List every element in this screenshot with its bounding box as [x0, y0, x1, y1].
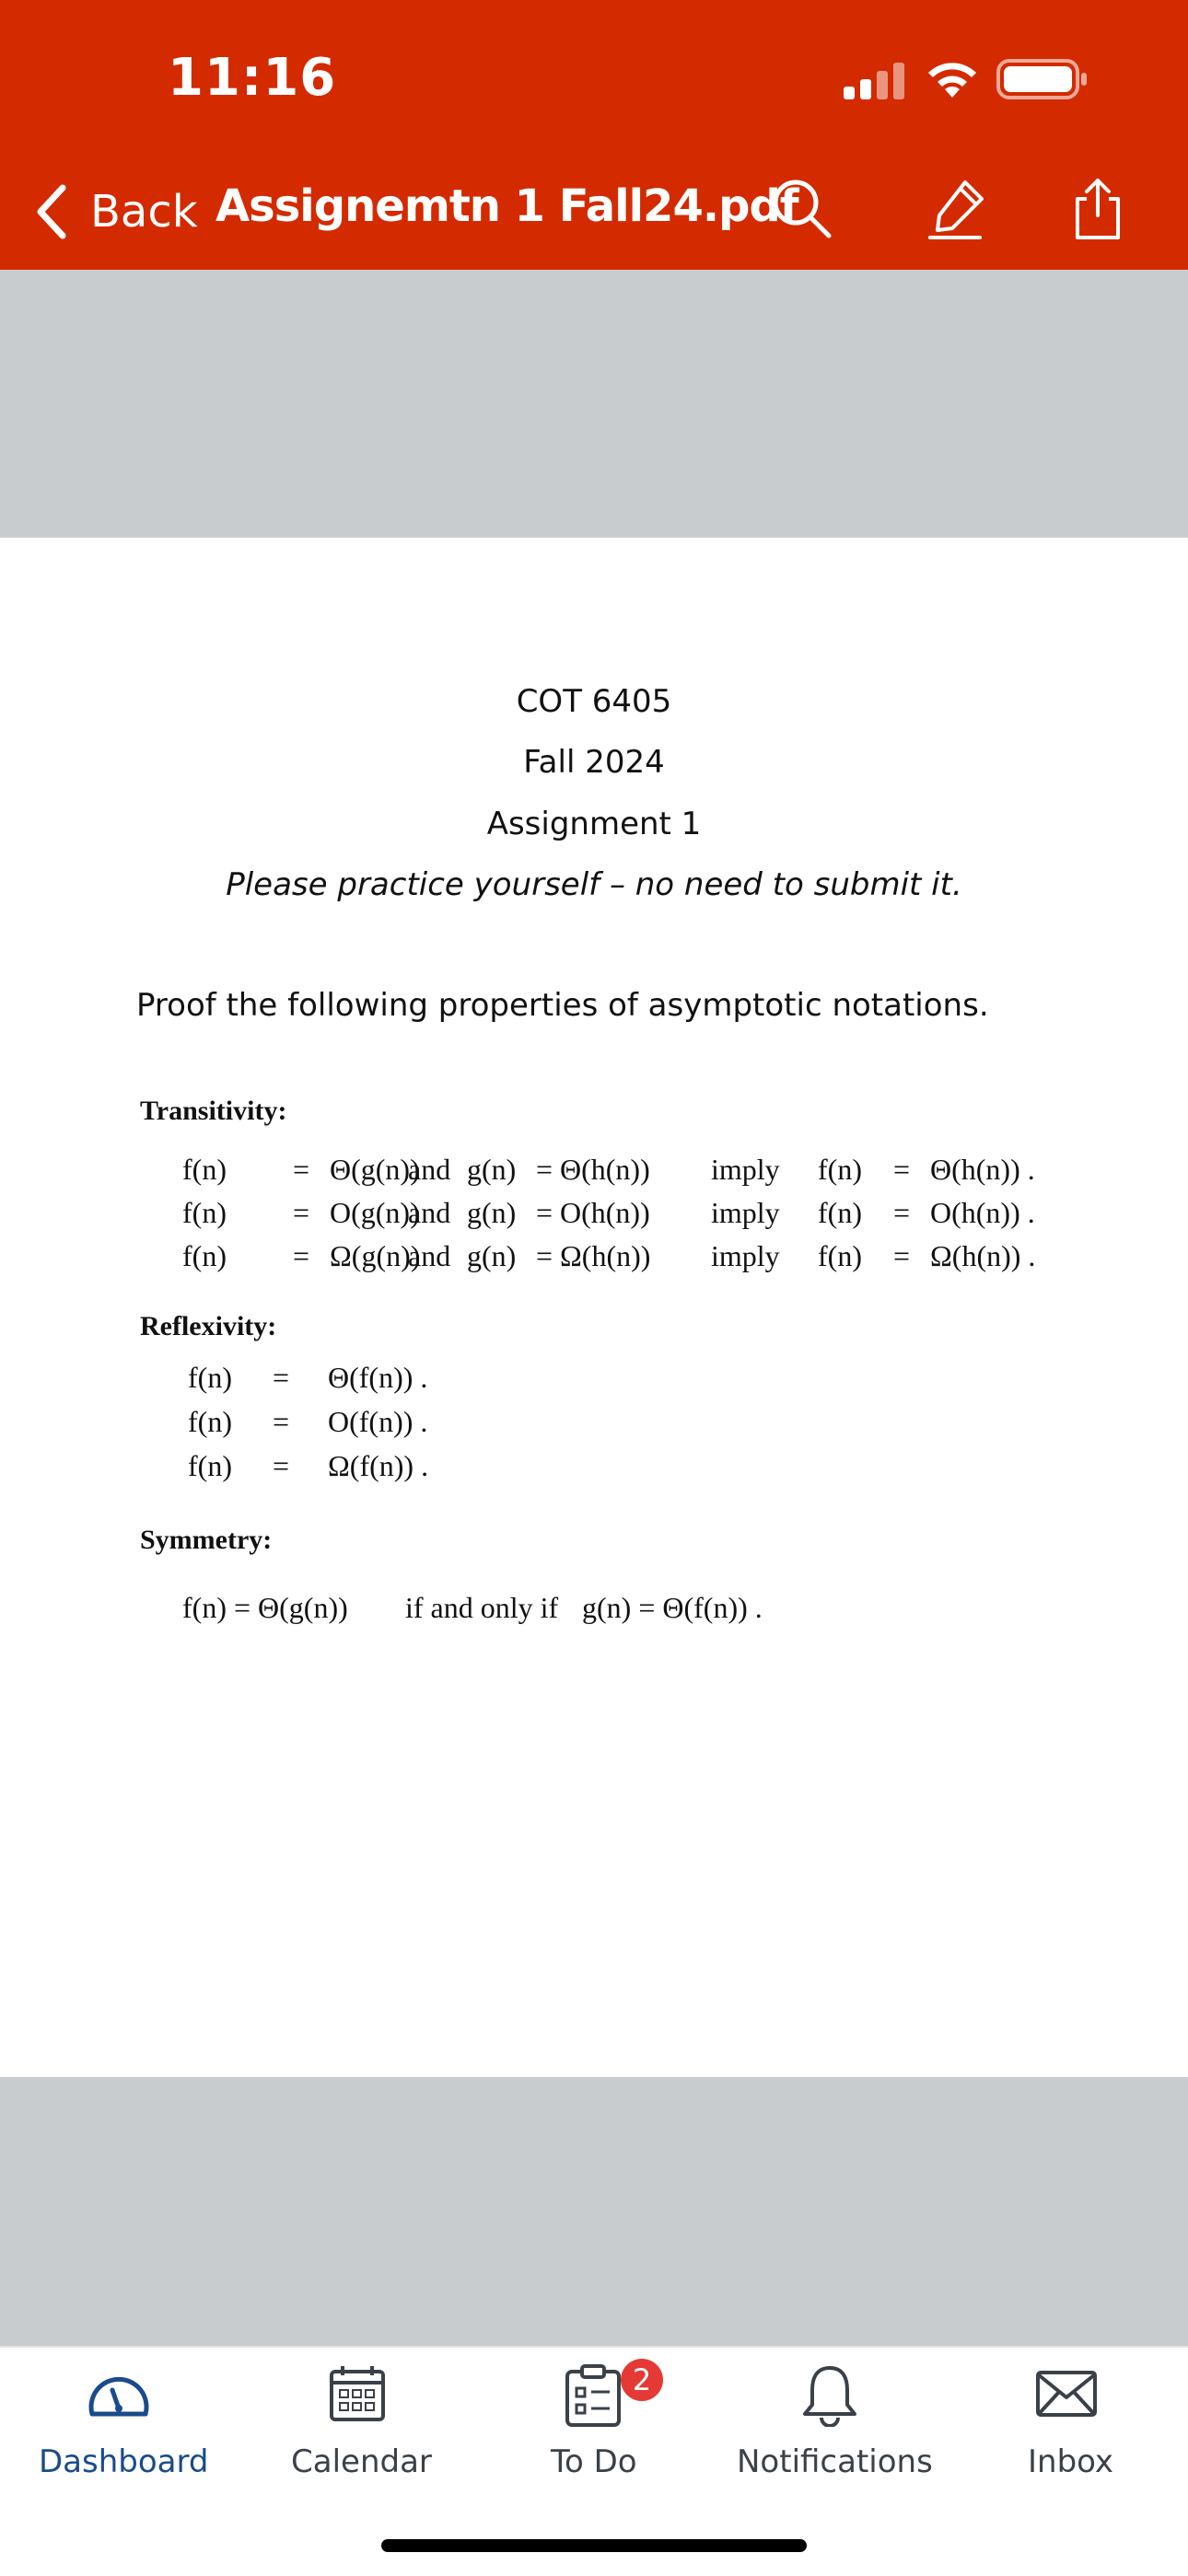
dashboard-icon [85, 2368, 153, 2419]
cellular-signal-icon [844, 63, 908, 99]
math-gh: Ω(h(n)) [560, 1239, 651, 1272]
tab-label: To Do [551, 2443, 637, 2480]
term: Fall 2024 [523, 744, 665, 781]
math-gh: O(h(n)) [560, 1196, 650, 1229]
and-word: and [408, 1196, 451, 1229]
math-f: f(n) [818, 1196, 862, 1229]
tab-calendar[interactable] [276, 2348, 442, 2513]
battery-icon [996, 59, 1089, 99]
math-lhs: f(n) = Θ(g(n)) [182, 1591, 348, 1624]
todo-icon [564, 2364, 623, 2427]
math-g: g(n) [467, 1153, 517, 1186]
math-fg: O(g(n)) [330, 1196, 420, 1229]
math-f: f(n) [188, 1361, 232, 1394]
intro-text: Proof the following properties of asymptotic notations. [136, 987, 989, 1024]
calendar-icon [328, 2364, 387, 2423]
wifi-icon [925, 57, 980, 99]
app-header [0, 0, 1188, 270]
math-g: g(n) [467, 1196, 517, 1229]
pen-icon[interactable] [925, 175, 991, 241]
back-button[interactable] [33, 175, 198, 249]
math-f: f(n) [818, 1153, 862, 1186]
page-gap-bottom [0, 2077, 1188, 2346]
imply-word: imply [711, 1239, 780, 1272]
tab-dashboard[interactable] [28, 2348, 212, 2513]
page-gap-top [0, 270, 1188, 538]
math-result: Θ(f(n)) . [328, 1361, 428, 1394]
iff-word: if and only if [405, 1591, 559, 1624]
chevron-left-icon [33, 182, 70, 241]
math-fg: Θ(g(n)) [330, 1153, 420, 1186]
tab-notifications[interactable] [735, 2348, 933, 2513]
bell-icon [799, 2362, 860, 2427]
math-g: g(n) [467, 1239, 517, 1272]
imply-word: imply [711, 1196, 780, 1229]
course-code: COT 6405 [516, 683, 672, 720]
tab-label: Inbox [1028, 2443, 1114, 2480]
math-result: Ω(f(n)) . [328, 1449, 429, 1482]
math-result: Θ(h(n)) . [930, 1153, 1035, 1186]
math-gh: Θ(h(n)) [560, 1153, 650, 1186]
inbox-icon [1035, 2370, 1098, 2418]
assignment-note: Please practice yourself – no need to submit it. [226, 866, 962, 903]
home-indicator[interactable] [381, 2539, 807, 2552]
math-f: f(n) [182, 1196, 227, 1229]
todo-badge: 2 [621, 2359, 663, 2401]
tab-label: Calendar [291, 2443, 432, 2480]
transitivity-title: Transitivity: [140, 1096, 287, 1126]
math-result: O(h(n)) . [930, 1196, 1035, 1229]
symmetry-title: Symmetry: [140, 1525, 273, 1555]
math-f: f(n) [188, 1405, 232, 1438]
and-word: and [408, 1239, 451, 1272]
math-f: f(n) [188, 1449, 232, 1482]
document-title: Assignemtn 1 Fall24.pdf [215, 180, 798, 232]
math-result: O(f(n)) . [328, 1405, 428, 1438]
tab-label: Dashboard [39, 2443, 209, 2480]
imply-word: imply [711, 1153, 780, 1186]
reflexivity-title: Reflexivity: [140, 1311, 277, 1341]
math-result: Ω(h(n)) . [930, 1239, 1036, 1272]
tab-inbox[interactable] [1013, 2348, 1160, 2513]
assignment-title: Assignment 1 [486, 806, 702, 842]
back-label: Back [90, 186, 198, 238]
search-icon[interactable] [768, 175, 834, 241]
tab-label: Notifications [737, 2443, 933, 2480]
math-f: f(n) [182, 1153, 227, 1186]
status-time: 11:16 [168, 48, 337, 108]
share-icon[interactable] [1065, 175, 1131, 241]
and-word: and [408, 1153, 451, 1186]
math-f: f(n) [182, 1239, 227, 1272]
math-f: f(n) [818, 1239, 862, 1272]
math-rhs: g(n) = Θ(f(n)) . [582, 1591, 763, 1624]
tab-todo[interactable] [534, 2348, 691, 2513]
math-fg: Ω(g(n)) [330, 1239, 421, 1272]
